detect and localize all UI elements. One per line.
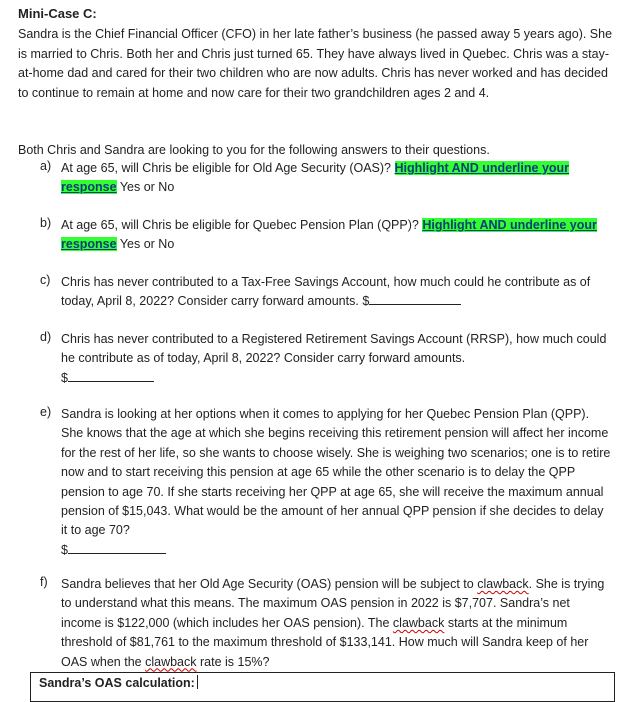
question-c-text: Chris has never contributed to a Tax-Free Savings Account, how much could he contribute as of today, April 8, 2022? Consider carry forward amounts. [61, 275, 591, 309]
question-f-text-3: starts at the minimum threshold of $81,761 to the maximum threshold of $133,141. How much will Sandra keep of her OAS when the [61, 615, 589, 669]
question-b [61, 216, 611, 255]
question-f [61, 575, 611, 672]
question-e-label: e) [40, 405, 52, 419]
question-e-answer-blank[interactable] [68, 541, 166, 554]
question-c [61, 273, 611, 312]
question-a-text: At age 65, will Chris be eligible for Old Age Security (OAS)? [61, 161, 392, 175]
question-a [61, 159, 611, 198]
case-title: Mini-Case C: [18, 6, 97, 21]
clawback-word: clawback [145, 654, 197, 669]
question-b-options[interactable]: Yes or No [119, 237, 175, 252]
question-d [61, 330, 611, 388]
question-a-highlight: Highlight AND underline your response [61, 161, 570, 195]
question-d-answer-blank[interactable] [68, 369, 154, 382]
question-c-currency: $ [362, 294, 370, 309]
oas-calculation-box[interactable] [30, 672, 615, 702]
question-e [61, 405, 611, 560]
question-d-text: Chris has never contributed to a Registered Retirement Savings Account (RRSP), how much could he contribute as of today, April 8, 2022? Consider carry forward amounts. [61, 332, 607, 366]
clawback-word: clawback [392, 615, 445, 630]
question-f-label: f) [40, 575, 48, 589]
question-b-text: At age 65, will Chris be eligible for Quebec Pension Plan (QPP)? [61, 218, 419, 232]
question-f-text-2: . She is trying to understand what this means. The maximum OAS pension in 2022 is $7,707. Sandra’s net income is $122,000 (which includes her OAS pension). The [61, 577, 605, 630]
question-a-label: a) [40, 159, 52, 173]
intro-paragraph: Sandra is the Chief Financial Officer (CFO) in her late father’s business (he passed away 5 years ago). She is married to Chris. Both her and Chris just turned 65. They have always lived in Quebec. Chris was a stay-at-home dad and cared for their two children who are now adults. Chris has never worked and has decided to continue to remain at home and now care for their two grandchildren ages 2 and 4. [18, 27, 613, 100]
oas-calculation-field[interactable] [39, 675, 198, 690]
question-c-answer-blank[interactable] [369, 292, 461, 305]
question-c-label: c) [40, 273, 51, 287]
text-cursor [197, 675, 198, 689]
questions-prompt: Both Chris and Sandra are looking to you for the following answers to their questions. [18, 143, 490, 157]
question-d-label: d) [40, 330, 52, 344]
question-f-text-1: Sandra believes that her Old Age Security (OAS) pension will be subject to [61, 577, 474, 591]
clawback-word: clawback [477, 577, 529, 591]
question-b-label: b) [40, 216, 52, 230]
question-d-currency: $ [61, 370, 68, 385]
question-b-highlight: Highlight AND underline your response [61, 218, 597, 252]
question-a-options[interactable]: Yes or No [119, 180, 175, 195]
question-e-currency: $ [61, 542, 68, 557]
question-e-text: Sandra is looking at her options when it comes to applying for her Quebec Pension Plan (QPP). She knows that the age at which she begins receiving this retirement pension will affect her income for the rest of her life, so she wants to choose wisely. She is weighing two scenarios; one is to retire now and to start receiving this pension at age 65 while the other scenario is to delay the QPP pension to age 70. If she starts receiving her QPP at age 65, she will receive the maximum annual pension of $15,043. What would be the amount of her annual QPP pension if she decides to delay it to age 70? [61, 407, 611, 538]
oas-calculation-label: Sandra’s OAS calculation: [39, 676, 195, 690]
question-f-text-4: rate is 15%? [200, 654, 270, 669]
